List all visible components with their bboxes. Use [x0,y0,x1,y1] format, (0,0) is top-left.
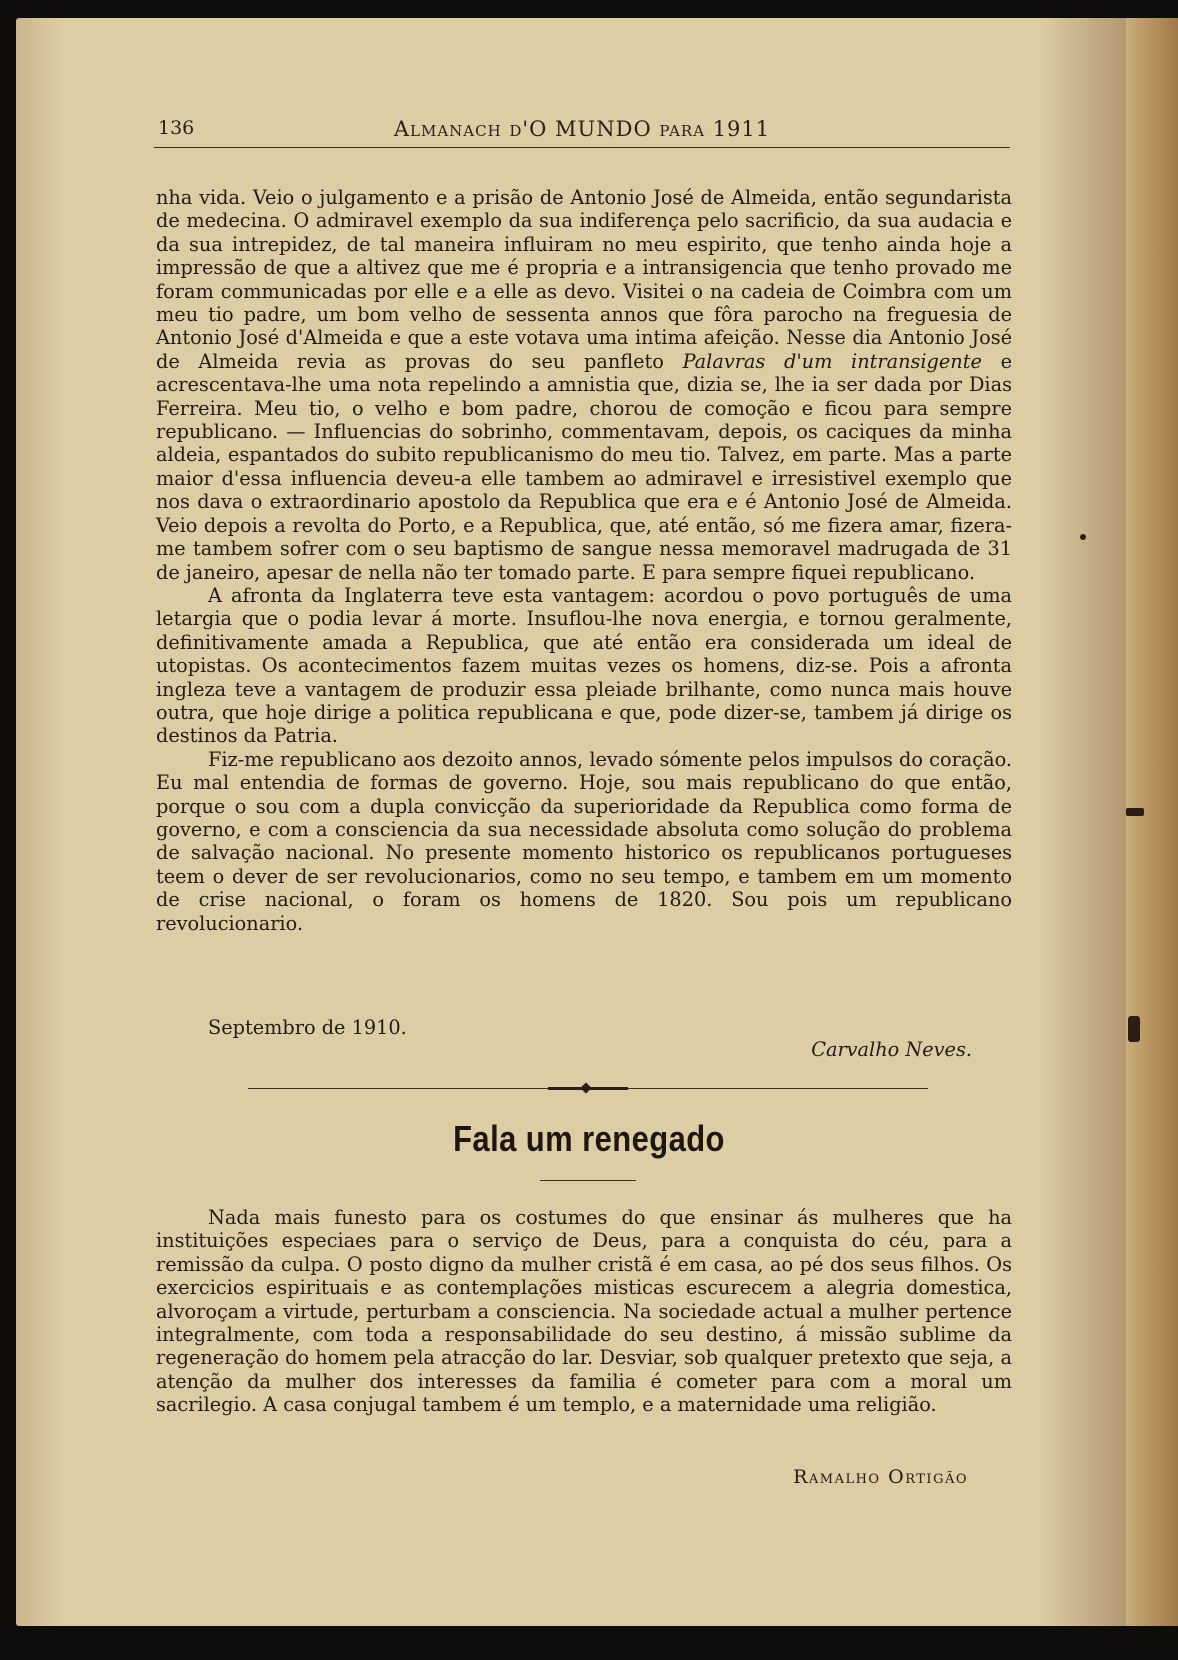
article-title: Fala um renegado [453,1118,725,1159]
diamond-ornament-icon [580,1082,591,1093]
article-body [156,186,1012,935]
article-2-author: Ramalho Ortigão [793,1466,968,1488]
date-line: Septembro de 1910. [208,1016,407,1039]
running-title: Almanach d'O MUNDO para 1911 [393,117,771,141]
ink-spot-icon [1128,1016,1140,1042]
paragraph-3: Fiz-me republicano aos dezoito annos, levado sómente pelos impulsos do coração. Eu mal entendia de formas de governo. Hoje, sou mais republicano do que então, porque o sou com a dupla convicção da superioridade da Republica como forma de governo, e com a consciencia da sua necessidade absoluta como solução do problema de salvação nacional. No presente momento historico os republicanos portugueses teem o dever de ser revolucionarios, como no seu tempo, e tambem em um momento de crise nacional, o foram os homens de 1820. Sou pois um republicano revolucionario. [156,747,1012,935]
paragraph-1-continued: e acrescentava-lhe uma nota repelindo a amnistia que, dizia se, lhe ia ser dada por Dias Ferreira. Meu tio, o velho e bom padre, chorou de comoção e ficou para sempre republicano. — Influencias do sobrinho, commentavam, depois, os caciques da minha aldeia, espantados do subito republicanismo do meu tio. Talvez, em parte. Mas a parte maior d'essa influencia deveu-a elle tambem ao admiravel e irresistivel exemplo que nos dava o extraordinario apostolo da Republica que era e é Antonio José de Almeida. Veio depois a revolta do Porto, e a Republica, que, até então, só me fizera amar, fizera-me tambem sofrer com o seu baptismo de sangue nessa memoravel madrugada de 31 de janeiro, apesar de nella não ter tomado parte. E para sempre fiquei republicano. [156,349,1012,584]
title-underline [540,1180,636,1181]
book-spine-shadow [1126,18,1178,1626]
page-header [154,117,1010,148]
author-signature: Carvalho Neves. [811,1038,972,1061]
paragraph-1 [156,186,1012,584]
pamphlet-title: Palavras d'um intransigente [682,349,982,373]
paragraph-2: A afronta da Inglaterra teve esta vantagem: acordou o povo português de uma letargia que o podia levar á morte. Insuflou-lhe nova energia, e tornou geralmente, definitivamente amada a Republica, que até então era considerada um ideal de utopistas. Os acontecimentos fazem muitas vezes os homens, diz-se. Pois a afronta ingleza teve a vantagem de produzir essa pleiade brilhante, como nunca mais houve outra, que hoje dirige a politica republicana e que, pode dizer-se, tambem já dirige os destinos da Patria. [156,583,1012,748]
paragraph-1-text: nha vida. Veio o julgamento e a prisão de Antonio José de Almeida, então segundarista de medecina. O admiravel exemplo da sua indiferença pelo sacrificio, da sua audacia e da sua intrepidez, de tal maneira influiram no meu espirito, que tenho ainda hoje a impressão de que a altivez que me é propria e a intransigencia que tenho provado me foram communicadas por elle e a elle as devo. Visitei o na cadeia de Coimbra com um meu tio padre, um bom velho de sessenta annos que fôra parocho na freguesia de Antonio José d'Almeida e que a este votava uma intima afeição. Nesse dia Antonio José de Almeida revia as provas do seu panfleto [156,186,1012,373]
section-divider-ornament [248,1084,928,1094]
article-2-paragraph: Nada mais funesto para os costumes do que ensinar ás mulheres que ha instituições especiaes para o serviço de Deus, para a conquista do céu, para a remissão da culpa. O posto digno da mulher cristã é em casa, ao pé dos seus filhos. Os exercicios espirituais e as contemplações misticas escurecem a alegria domestica, alvoroçam a virtude, perturbam a consciencia. Na sociedade actual a mulher pertence integralmente, com toda a responsabilidade do seu destino, á missão sublime da regeneração do homem pela atracção do lar. Desviar, sob qualquer pretexto que seja, a atenção da mulher dos interesses da familia é cometer para com a moral um sacrilegio. A casa conjugal tambem é um templo, e a maternidade uma religião. [156,1206,1012,1417]
ink-spot-icon [1126,808,1144,816]
article-2-body [156,1206,1012,1417]
page-number: 136 [158,117,195,139]
ink-spot-icon [1080,534,1086,540]
